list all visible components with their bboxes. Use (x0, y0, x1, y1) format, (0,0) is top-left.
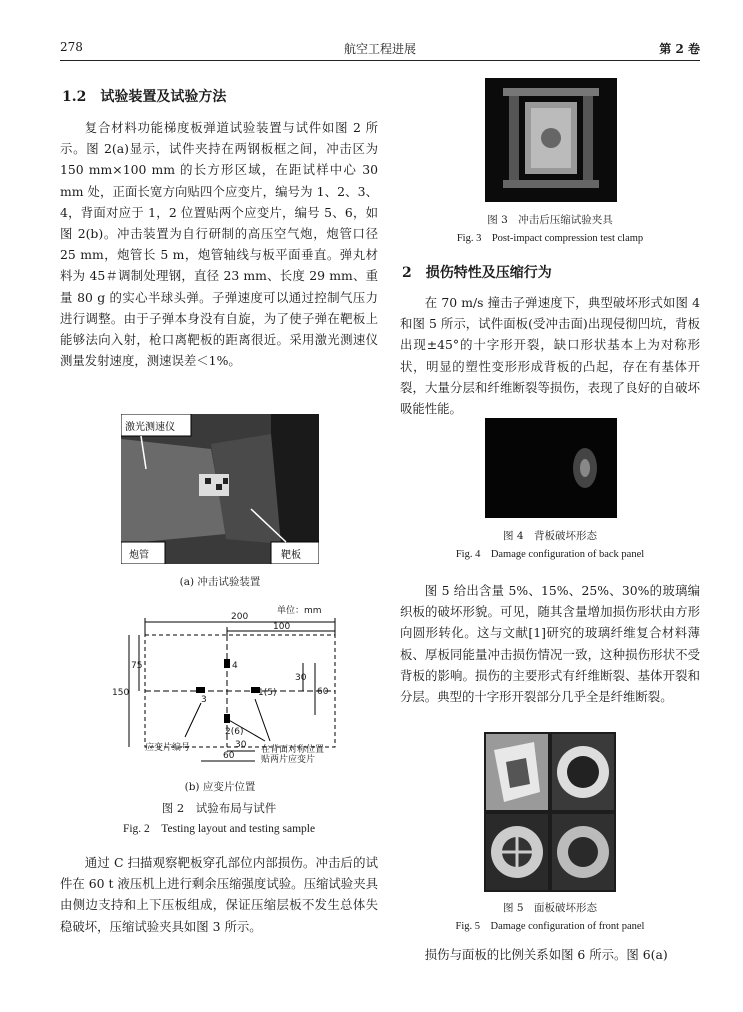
right-paragraph-1: 在 70 m/s 撞击子弹速度下，典型破坏形式如图 4 和图 5 所示，试件面板(受冲击面)出现侵彻凹坑，背板出现±45°的十字形开裂，缺口形状基本上为对称形状，明显的塑性变形形成背板的凸起，存在有基体开裂，大量分层和纤维断裂等损伤，表现了良好的自破坏吸能性能。 (400, 295, 700, 417)
left-paragraph-2: 通过 C 扫描观察靶板穿孔部位内部损伤。冲击后的试件在 60 t 液压机上进行剩余压缩强度试验。压缩试验夹具由侧边支持和上下压板组成，保证压缩层板不发生总体失稳破坏，压缩试验夹具如图 3 所示。 (60, 855, 378, 934)
dim-30-bottom: 30 (235, 740, 247, 750)
fig4-caption-en: Fig. 4 Damage configuration of back panel (455, 549, 645, 560)
dim-200: 200 (231, 612, 249, 622)
section-heading-1-2: 1.2 试验装置及试验方法 (62, 89, 227, 105)
fig2a-photo (121, 414, 319, 564)
fig2b-diagram (105, 603, 345, 763)
fig5-caption-en: Fig. 5 Damage configuration of front panel (455, 921, 645, 932)
label-target-plate: 靶板 (281, 550, 301, 561)
right-paragraph-3: 损伤与面板的比例关系如图 6 所示。图 6(a) (424, 947, 668, 962)
header-rule (60, 60, 700, 61)
fig4-caption-cn: 图 4 背板破坏形态 (502, 530, 598, 542)
label-laser-velocimeter: 激光测速仪 (125, 422, 175, 433)
fig4-photo (485, 418, 617, 518)
fig3-photo-art (485, 78, 617, 202)
volume-label: 第 2 卷 (659, 42, 700, 56)
fig2-caption-cn: 图 2 试验布局与试件 (161, 801, 277, 815)
fig2-caption-en: Fig. 2 Testing layout and testing sample (122, 823, 316, 835)
dim-60-right: 60 (317, 687, 329, 697)
section-heading-2: 2 损伤特性及压缩行为 (402, 265, 552, 281)
dim-75: 75 (131, 661, 143, 671)
page-number: 278 (60, 40, 83, 54)
right-paragraph-2: 图 5 给出含量 5%、15%、25%、30%的玻璃编织板的破坏形貌。可见，随其含量增加损伤形状由方形向圆形转化。这与文献[1]研究的玻璃纤维复合材料薄板、厚板同能量冲击损伤情况一致，这种损伤形状不受背板的影响。损伤的主要形式有纤维断裂、基体开裂和分层。典型的十字形开裂部分几乎全是纤维断裂。 (400, 583, 700, 705)
fig3-photo (485, 78, 617, 202)
gauge-2-6-label: 2(6) (225, 727, 244, 737)
back-gauge-label-line2: 贴两片应变片 (261, 755, 316, 765)
gauge-4-label: 4 (232, 661, 238, 671)
fig2b-caption: (b) 应变片位置 (184, 781, 256, 793)
fig2a-caption: (a) 冲击试验装置 (179, 576, 261, 588)
running-header (60, 40, 700, 60)
dim-100: 100 (273, 622, 291, 632)
label-gun-barrel: 炮管 (129, 550, 149, 561)
unit-label: 单位：mm (277, 606, 322, 616)
fig2b-svg (105, 603, 345, 763)
gauge-1-5-label: 1(5) (258, 688, 277, 698)
fig4-photo-art (485, 418, 617, 518)
dim-60-bottom: 60 (223, 751, 235, 761)
gauge-3-label: 3 (201, 695, 207, 705)
fig5-photo (484, 732, 616, 892)
left-paragraph-1: 复合材料功能梯度板弹道试验装置与试件如图 2 所示。图 2(a)显示，试件夹持在两钢板框之间，冲击区为150 mm×100 mm 的长方形区域，在距试样中心 30 mm 处，正面长宽方向贴四个应变片，编号为 1、2、3、4，背面对应于 1，2 位置贴两个应变片，编号 5、6，如图 2(b)。冲击装置为自行研制的高压空气炮，炮管口径 25 mm，炮管长 5 m，炮管轴线与板平面垂直。弹丸材料为 45＃调制处理钢，直径 23 mm、长度 29 mm、重量 80 g 的实心半球头弹。子弹速度可以通过控制气压力进行调整。由于子弹本身没有自旋，为了使子弹在靶板上能够法向入射，枪口离靶板的距离很近。采用激光测速仪测量发射速度，测速误差＜1%。 (60, 120, 378, 369)
fig5-caption-cn: 图 5 面板破坏形态 (502, 902, 598, 914)
gauge-number-label: 应变片编号 (145, 743, 191, 753)
journal-title: 航空工程进展 (343, 42, 416, 56)
dim-150: 150 (112, 688, 130, 698)
back-gauge-label-line1: 在背面对称位置 (261, 745, 325, 755)
fig5-photo-art (484, 732, 616, 892)
fig3-caption-cn: 图 3 冲击后压缩试验夹具 (487, 214, 613, 226)
dim-30-right: 30 (295, 673, 307, 683)
fig2a-photo-art (121, 414, 319, 564)
fig3-caption-en: Fig. 3 Post-impact compression test clamp (456, 233, 644, 244)
